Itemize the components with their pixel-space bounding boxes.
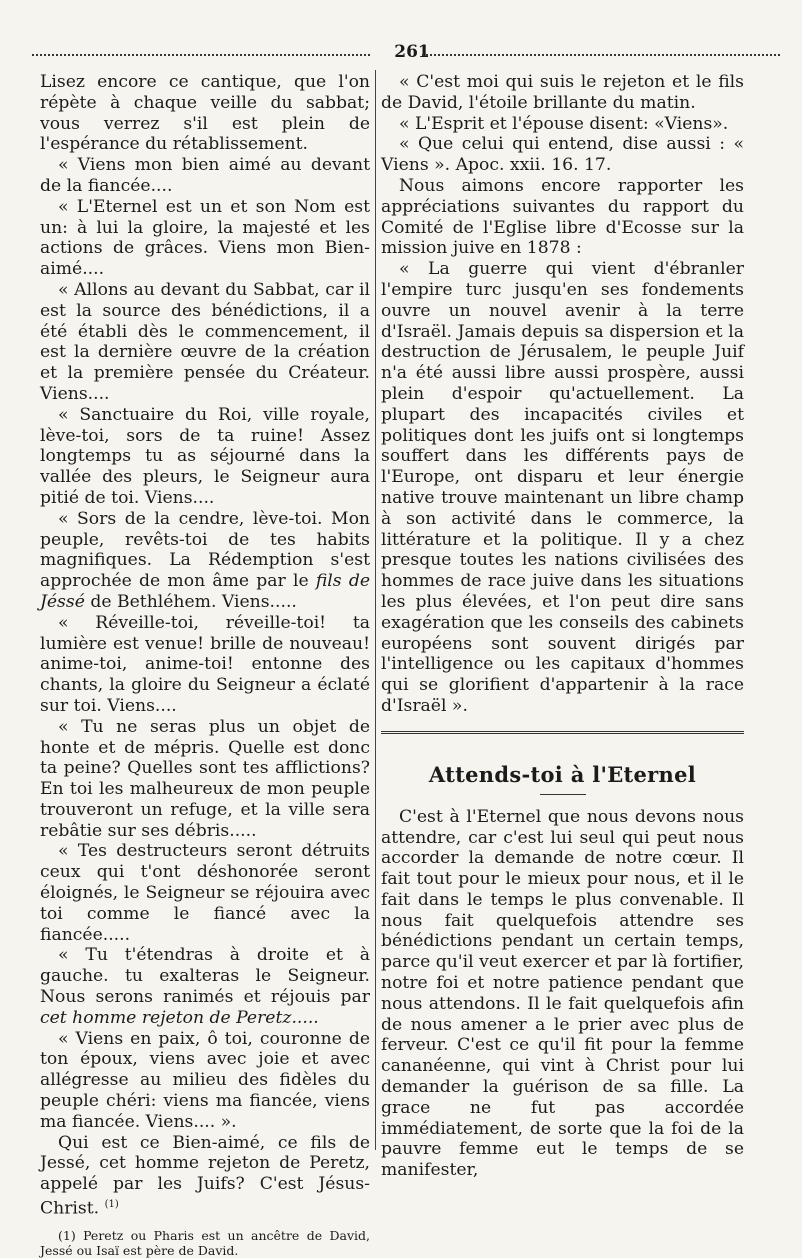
column-divider [375, 70, 376, 1150]
paragraph: « Réveille-toi, réveille-toi! ta lumière est venue! brille de nouveau! anime-toi, anime-toi! entonne des chants, la gloire du Seigneur a éclaté sur toi. Viens.... [40, 612, 370, 716]
paragraph-text: « Sors de la cendre, lève-toi. Mon peuple, revêts-toi de tes habits magnifiques. La Rédemption s'est approchée de mon âme par le [40, 508, 370, 592]
paragraph-jesus [40, 1133, 370, 1220]
paragraph: « Tu ne seras plus un objet de honte et de mépris. Quelle est donc ta peine? Quelles sont tes afflictions? En toi les malheureux de mon peuple trouveront un refuge, et la ville sera rebâtie sur ses débris..... [40, 716, 370, 841]
page-header [32, 40, 780, 66]
paragraph: Lisez encore ce cantique, que l'on répète à chaque veille du sabbat; vous verrez s'il est plein de l'espérance du rétablissement. [40, 72, 370, 155]
paragraph-text: de Bethléhem. Viens..... [90, 591, 297, 612]
paragraph: C'est à l'Eternel que nous devons nous attendre, car c'est lui seul qui peut nous accorder la demande de notre cœur. Il fait tout pour le mieux pour nous, et il le fait dans le temps le plus convenable. Il nous fait quelquefois attendre ses bénédictions pendant un certain temps, parce qu'il veut exercer et par là fortifier, notre foi et notre patience pendant que nous attendons. Il le fait quelquefois afin de nous amener a le prier avec plus de ferveur. C'est ce qu'il fit pour la femme cananéenne, qui vint à Christ pour lui demander la guérison de sa fille. La grace ne fut pas accordée immédiatement, de sorte que la foi de la pauvre femme eut le temps de se manifester, [381, 806, 744, 1181]
italic-text: fils de Jéssé [40, 571, 371, 612]
footnote: (1) Peretz ou Pharis est un ancêtre de David, Jessé ou Isaï est père de David. [40, 1227, 370, 1258]
footnote-marker: (1) [104, 1199, 119, 1211]
paragraph-peretz [40, 945, 370, 1028]
paragraph-jesse [40, 509, 370, 613]
paragraph: « L'Eternel est un et son Nom est un: à lui la gloire, la majesté et les actions de grâces. Viens mon Bien-aimé.... [40, 196, 370, 280]
paragraph: « Viens en paix, ô toi, couronne de ton époux, viens avec joie et avec allégresse au milieu des fidèles du peuple chéri: viens ma fiancée, viens ma fiancée. Viens.... ». [40, 1028, 370, 1132]
paragraph: « Allons au devant du Sabbat, car il est la source des bénédictions, il a été établi dès le commencement, il est la dernière œuvre de la création et la première pensée du Créateur. Viens.... [40, 279, 370, 404]
paragraph: « C'est moi qui suis le rejeton et le fils de David, l'étoile brillante du matin. [381, 72, 744, 113]
paragraph: « La guerre qui vient d'ébranler l'empire turc jusqu'en ses fondements ouvre un nouvel avenir à la terre d'Israël. Jamais depuis sa dispersion et la destruction de Jérusalem, le peuple Juif n'a été aussi libre aussi prospère, aussi plein d'espoir qu'actuellement. La plupart des incapacités civiles et politiques dont les juifs ont si longtemps souffert dans les différents pays de l'Europe, ont disparu et leur énergie native trouve maintenant un libre champ à son activité dans le commerce, la littérature et la politique. Il y a chez presque toutes les nations civilisées des hommes de race juive dans les situations les plus élevées, et l'on peut dire sans exagération que les conseils des cabinets européens sont souvent dirigés par l'intelligence ou les capitaux d'hommes qui se glorifient d'appartenir à la race d'Israël ». [381, 259, 744, 716]
paragraph-text: Qui est ce Bien-aimé, ce fils de Jessé, cet homme rejeton de Peretz, appelé par les Juifs? C'est Jésus-Christ. [40, 1132, 370, 1219]
left-column [40, 72, 370, 1258]
right-column [381, 72, 744, 1181]
italic-text: cet homme rejeton de Peretz..... [40, 1007, 319, 1028]
section-title: Attends-toi à l'Eternel [428, 761, 697, 787]
paragraph: Nous aimons encore rapporter les appréciations suivantes du rapport du Comité de l'Eglise libre d'Ecosse sur la mission juive en 1878 : [381, 175, 744, 259]
paragraph: « Tes destructeurs seront détruits ceux qui t'ont déshonorée seront éloignés, le Seigneur se réjouira avec toi comme le fiancé avec la fiancée..... [40, 841, 370, 945]
header-rule-right [422, 54, 780, 56]
paragraph: « L'Esprit et l'épouse disent: «Viens». [399, 113, 729, 134]
paragraph: « Que celui qui entend, dise aussi : « Viens ». Apoc. xxii. 16. 17. [381, 134, 744, 176]
page-number: 261 [394, 42, 430, 62]
section-separator [381, 731, 744, 736]
paragraph: « Sanctuaire du Roi, ville royale, lève-toi, sors de ta ruine! Assez longtemps tu as séjourné dans la vallée des pleurs, le Seigneur aura pitié de toi. Viens.... [40, 404, 370, 508]
header-rule-left [32, 54, 370, 56]
paragraph: « Viens mon bien aimé au devant de la fiancée.... [40, 155, 370, 196]
paragraph-text: « Tu t'étendras à droite et à gauche. tu exalteras le Seigneur. Nous serons ranimés et réjouis par [40, 945, 370, 1008]
title-underline [540, 794, 586, 795]
